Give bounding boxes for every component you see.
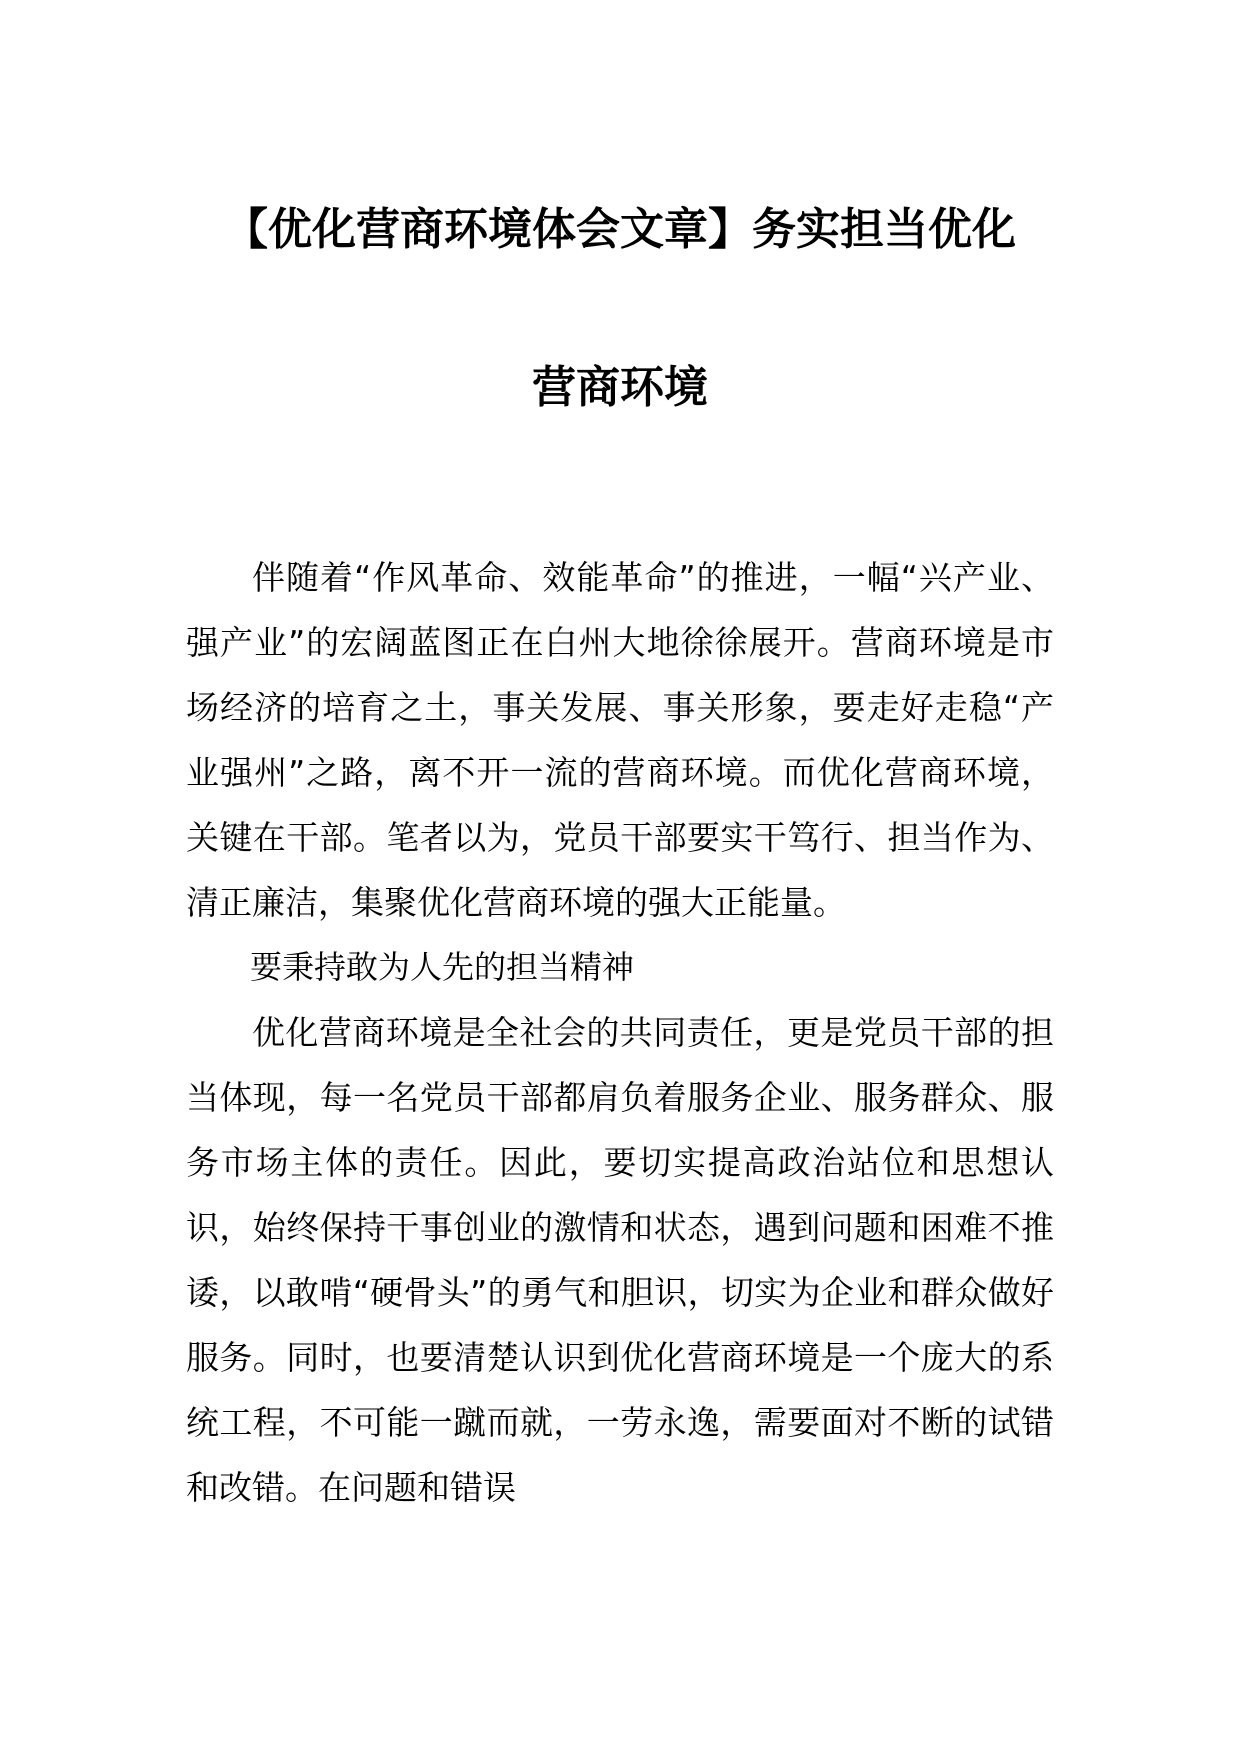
- section-heading: 要秉持敢为人先的担当精神: [250, 948, 635, 986]
- document-title-line-1: 【优化营商环境体会文章】务实担当优化: [224, 204, 1016, 255]
- paragraph-intro: 伴随着“作风革命、效能革命”的推进，一幅“兴产业、强产业”的宏阔蓝图正在白州大地徐徐展开。营商环境是市场经济的培育之土，事关发展、事关形象，要走好走稳“产业强州”之路，离不开一流的营商环境。而优化营商环境，关键在干部。笔者以为，党员干部要实干笃行、担当作为、清正廉洁，集聚优化营商环境的强大正能量。: [186, 558, 1054, 922]
- document-title-line-2: 营商环境: [532, 362, 708, 413]
- paragraph-section-1: 优化营商环境是全社会的共同责任，更是党员干部的担当体现，每一名党员干部都肩负着服务企业、服务群众、服务市场主体的责任。因此，要切实提高政治站位和思想认识，始终保持干事创业的激情和状态，遇到问题和困难不推诿，以敢啃“硬骨头”的勇气和胆识，切实为企业和群众做好服务。同时，也要清楚认识到优化营商环境是一个庞大的系统工程，不可能一蹴而就，一劳永逸，需要面对不断的试错和改错。在问题和错误: [186, 1013, 1054, 1507]
- document-body: [186, 545, 1054, 1520]
